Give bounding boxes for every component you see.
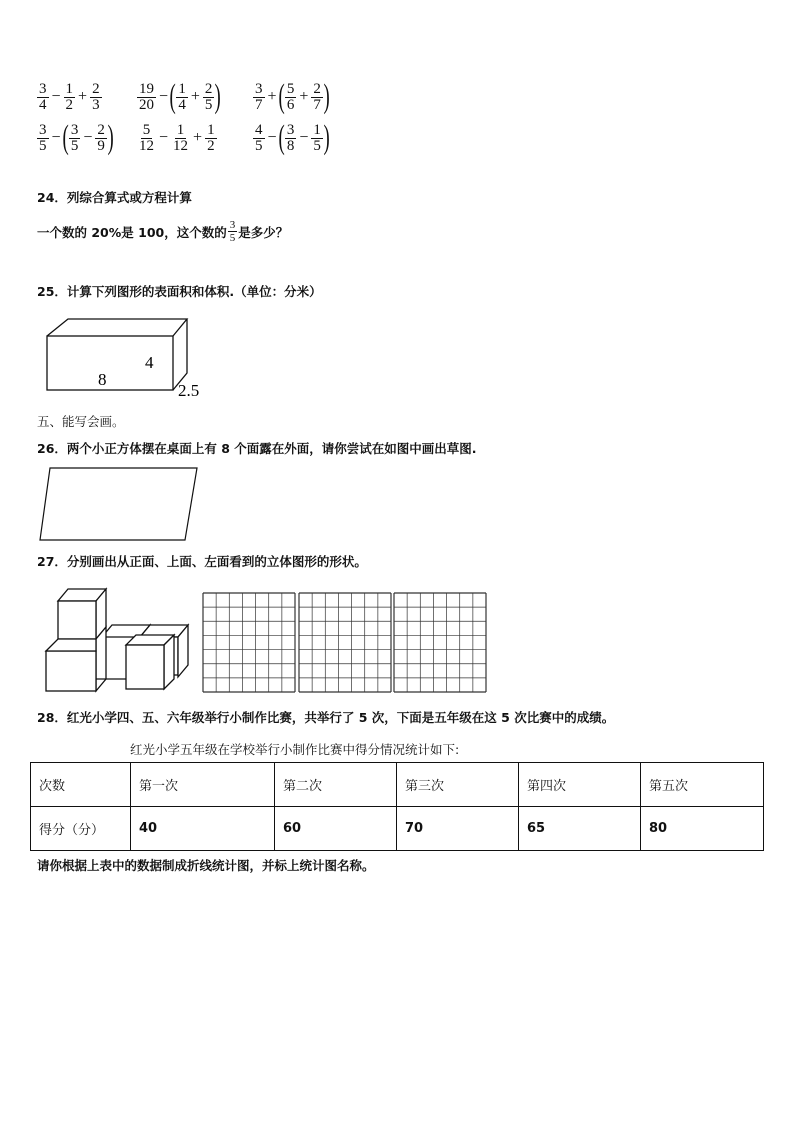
fraction: $\frac{3}{5}$ [70, 121, 79, 154]
operator: − [159, 129, 169, 146]
drawing-grid[interactable] [298, 592, 392, 693]
table-row [31, 807, 764, 851]
operator: − [267, 129, 277, 146]
fraction: $\frac{2}{3}$ [92, 80, 100, 113]
paren-open: ( [169, 78, 176, 115]
fraction: $\frac{1}{12}$ [173, 121, 189, 154]
fraction: $\frac{4}{5}$ [255, 121, 263, 154]
paren-close: ) [323, 119, 330, 156]
cuboid-width-label: 2.5 [178, 381, 200, 400]
q25-title: 25．计算下列图形的表面积和体积.（单位：分米） [37, 284, 322, 299]
parallelogram-drawing-area[interactable] [38, 464, 203, 544]
table-header-row [31, 763, 764, 807]
q24-frac-num: 3 [229, 219, 236, 231]
cuboid-height-label: 4 [145, 353, 154, 372]
q24-question [37, 219, 288, 244]
fraction: $\frac{19}{20}$ [139, 80, 154, 113]
header-cell: 次数 [31, 763, 131, 807]
expression [36, 118, 113, 158]
operator: + [299, 88, 309, 105]
header-cell: 第一次 [131, 763, 275, 807]
expression [36, 77, 103, 117]
operator: + [193, 129, 203, 146]
fraction: $\frac{2}{5}$ [204, 80, 213, 113]
fraction: $\frac{2}{9}$ [97, 121, 105, 154]
q28-instruction: 请你根据上表中的数据制成折线统计图，并标上统计图名称。 [37, 858, 375, 873]
header-cell: 第三次 [397, 763, 519, 807]
fraction: $\frac{3}{5}$ [39, 121, 47, 154]
score-cell: 65 [519, 807, 641, 851]
operator: + [190, 88, 200, 105]
cuboid-side-face [173, 319, 187, 390]
operator: − [51, 129, 61, 146]
q26-title: 26．两个小正方体摆在桌面上有 8 个面露在外面，请你尝试在如图中画出草图. [37, 441, 477, 456]
fraction: $\frac{1}{2}$ [207, 121, 215, 154]
q24-frac-den: 5 [229, 232, 236, 244]
fraction: $\frac{2}{7}$ [313, 80, 321, 113]
q24-text-before: 一个数的 20%是 100，这个数的 [37, 224, 227, 240]
fraction: $\frac{3}{8}$ [286, 121, 295, 154]
paren-close: ) [214, 78, 222, 115]
fraction: $\frac{5}{12}$ [139, 121, 154, 154]
score-table [30, 762, 764, 851]
paren-close: ) [107, 119, 114, 156]
header-cell: 第四次 [519, 763, 641, 807]
header-cell: 第二次 [275, 763, 397, 807]
expression [252, 118, 329, 158]
q28-title: 28．红光小学四、五、六年级举行小制作比赛，共举行了 5 次，下面是五年级在这 5 次比赛中的成绩。 [37, 710, 615, 725]
drawing-grid[interactable] [393, 592, 487, 693]
expression [252, 77, 329, 117]
section5-title: 五、能写会画。 [37, 414, 125, 429]
operator: − [83, 129, 93, 146]
q27-title: 27．分别画出从正面、上面、左面看到的立体图形的形状。 [37, 554, 367, 569]
cuboid-length-label: 8 [98, 370, 107, 389]
cuboid-front-face [47, 336, 173, 390]
fraction: $\frac{1}{5}$ [313, 121, 321, 154]
fraction: $\frac{3}{7}$ [255, 80, 263, 113]
expression [136, 118, 218, 158]
fraction: $\frac{1}{4}$ [178, 80, 186, 113]
operator: − [299, 129, 309, 146]
operator: − [51, 88, 61, 105]
q24-fraction [228, 219, 238, 244]
score-cell: 70 [397, 807, 519, 851]
cubes-figure [42, 585, 194, 695]
score-cell: 40 [131, 807, 275, 851]
paren-open: ( [278, 119, 285, 156]
q24-text-after: 是多少？ [238, 224, 289, 240]
expression [136, 77, 221, 117]
paren-open: ( [278, 78, 285, 115]
fraction: $\frac{3}{4}$ [39, 80, 47, 113]
drawing-grid[interactable] [202, 592, 296, 693]
fraction: $\frac{5}{6}$ [286, 80, 295, 113]
operator: + [267, 88, 277, 105]
table-caption: 红光小学五年级在学校举行小制作比赛中得分情况统计如下: [130, 742, 460, 757]
fraction: $\frac{1}{2}$ [65, 80, 74, 113]
row-label-cell: 得分（分） [31, 807, 131, 851]
operator: − [159, 88, 169, 105]
paren-open: ( [62, 119, 69, 156]
cuboid-top-face [47, 319, 187, 336]
operator: + [78, 88, 88, 105]
cuboid-figure [40, 312, 220, 402]
q24-title: 24．列综合算式或方程计算 [37, 190, 192, 205]
score-cell: 60 [275, 807, 397, 851]
paren-close: ) [323, 78, 330, 115]
score-cell: 80 [641, 807, 764, 851]
header-cell: 第五次 [641, 763, 764, 807]
